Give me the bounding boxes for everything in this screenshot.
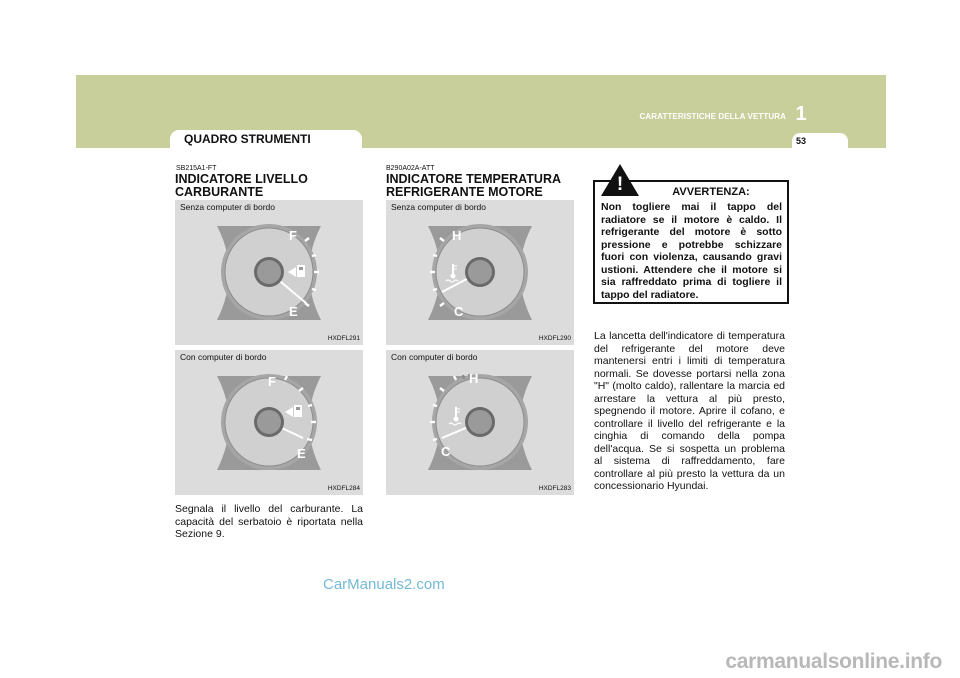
temperature-figure-bottom-code: HXDFL283 bbox=[538, 485, 571, 492]
temperature-hot-label: H bbox=[452, 228, 462, 243]
warning-icon-symbol: ! bbox=[616, 174, 624, 195]
temperature-figure-bottom-caption: Con computer di bordo bbox=[391, 352, 478, 362]
fuel-figure-top-caption: Senza computer di bordo bbox=[180, 202, 275, 212]
temperature-gauge-graphic bbox=[386, 200, 574, 345]
chapter-title: CARATTERISTICHE DELLA VETTURA bbox=[639, 112, 786, 121]
fuel-figure-bottom-caption: Con computer di bordo bbox=[180, 352, 267, 362]
fuel-gauge-figure-top bbox=[175, 200, 363, 345]
temperature-cold-label: C bbox=[441, 444, 451, 459]
fuel-figure-top-code: HXDFL291 bbox=[327, 335, 360, 342]
temperature-figure-top-code: HXDFL290 bbox=[538, 335, 571, 342]
temperature-gauge-graphic-computer bbox=[386, 350, 574, 495]
warning-icon bbox=[600, 163, 640, 202]
temperature-description: La lancetta dell'indicatore di temperatura del refrigerante del motore deve mantenersi entri i limiti di temperatura normali. Se dovesse portarsi nella zona "H" (molto caldo), rallentare la marcia ed arrestare la vettura al più presto, spegnendo il motore. Aprire il cofano, e controllare il livello del refrigerante e la cinghia di comando della pompa dell'acqua. Se si sospetta un problema al sistema di raffreddamento, fare controllare al più presto la vettura da un concessionario Hyundai. bbox=[594, 330, 785, 492]
page-number: 53 bbox=[792, 133, 848, 149]
fuel-gauge-figure-bottom bbox=[175, 350, 363, 495]
temperature-gauge-figure-bottom bbox=[386, 350, 574, 495]
chapter-number: 1 bbox=[795, 103, 807, 125]
warning-title: AVVERTENZA: bbox=[672, 186, 750, 198]
fuel-section-code: SB215A1-FT bbox=[176, 165, 217, 172]
fuel-figure-bottom-code: HXDFL284 bbox=[327, 485, 360, 492]
fuel-heading: INDICATORE LIVELLO CARBURANTE bbox=[175, 172, 308, 199]
fuel-description: Segnala il livello del carburante. La capacità del serbatoio è riportata nella Sezione 9. bbox=[175, 503, 363, 540]
fuel-full-label: F bbox=[268, 374, 276, 389]
temperature-section-code: B290A02A-ATT bbox=[386, 165, 435, 172]
temperature-cold-label: C bbox=[454, 304, 464, 319]
fuel-full-label: F bbox=[289, 228, 297, 243]
footer-site-link[interactable]: carmanualsonline.info bbox=[725, 650, 942, 673]
temperature-hot-label: H bbox=[469, 371, 479, 386]
fuel-gauge-graphic-computer bbox=[175, 350, 363, 495]
temperature-heading: INDICATORE TEMPERATURA REFRIGERANTE MOTORE bbox=[386, 172, 561, 199]
temperature-gauge-figure-top bbox=[386, 200, 574, 345]
warning-text: Non togliere mai il tappo del radiatore se il motore è caldo. Il refrigerante del motore è sotto pressione e potrebbe schizzare fuori con violenza, causando gravi ustioni. Attendere che il motore si sia raffreddato prima di togliere il tappo del radiatore. bbox=[601, 201, 782, 301]
watermark-link[interactable]: CarManuals2.com bbox=[323, 576, 445, 593]
fuel-empty-label: E bbox=[289, 304, 298, 319]
section-title: QUADRO STRUMENTI bbox=[170, 130, 362, 148]
fuel-empty-label: E bbox=[297, 446, 306, 461]
temperature-figure-top-caption: Senza computer di bordo bbox=[391, 202, 486, 212]
fuel-gauge-graphic bbox=[175, 200, 363, 345]
